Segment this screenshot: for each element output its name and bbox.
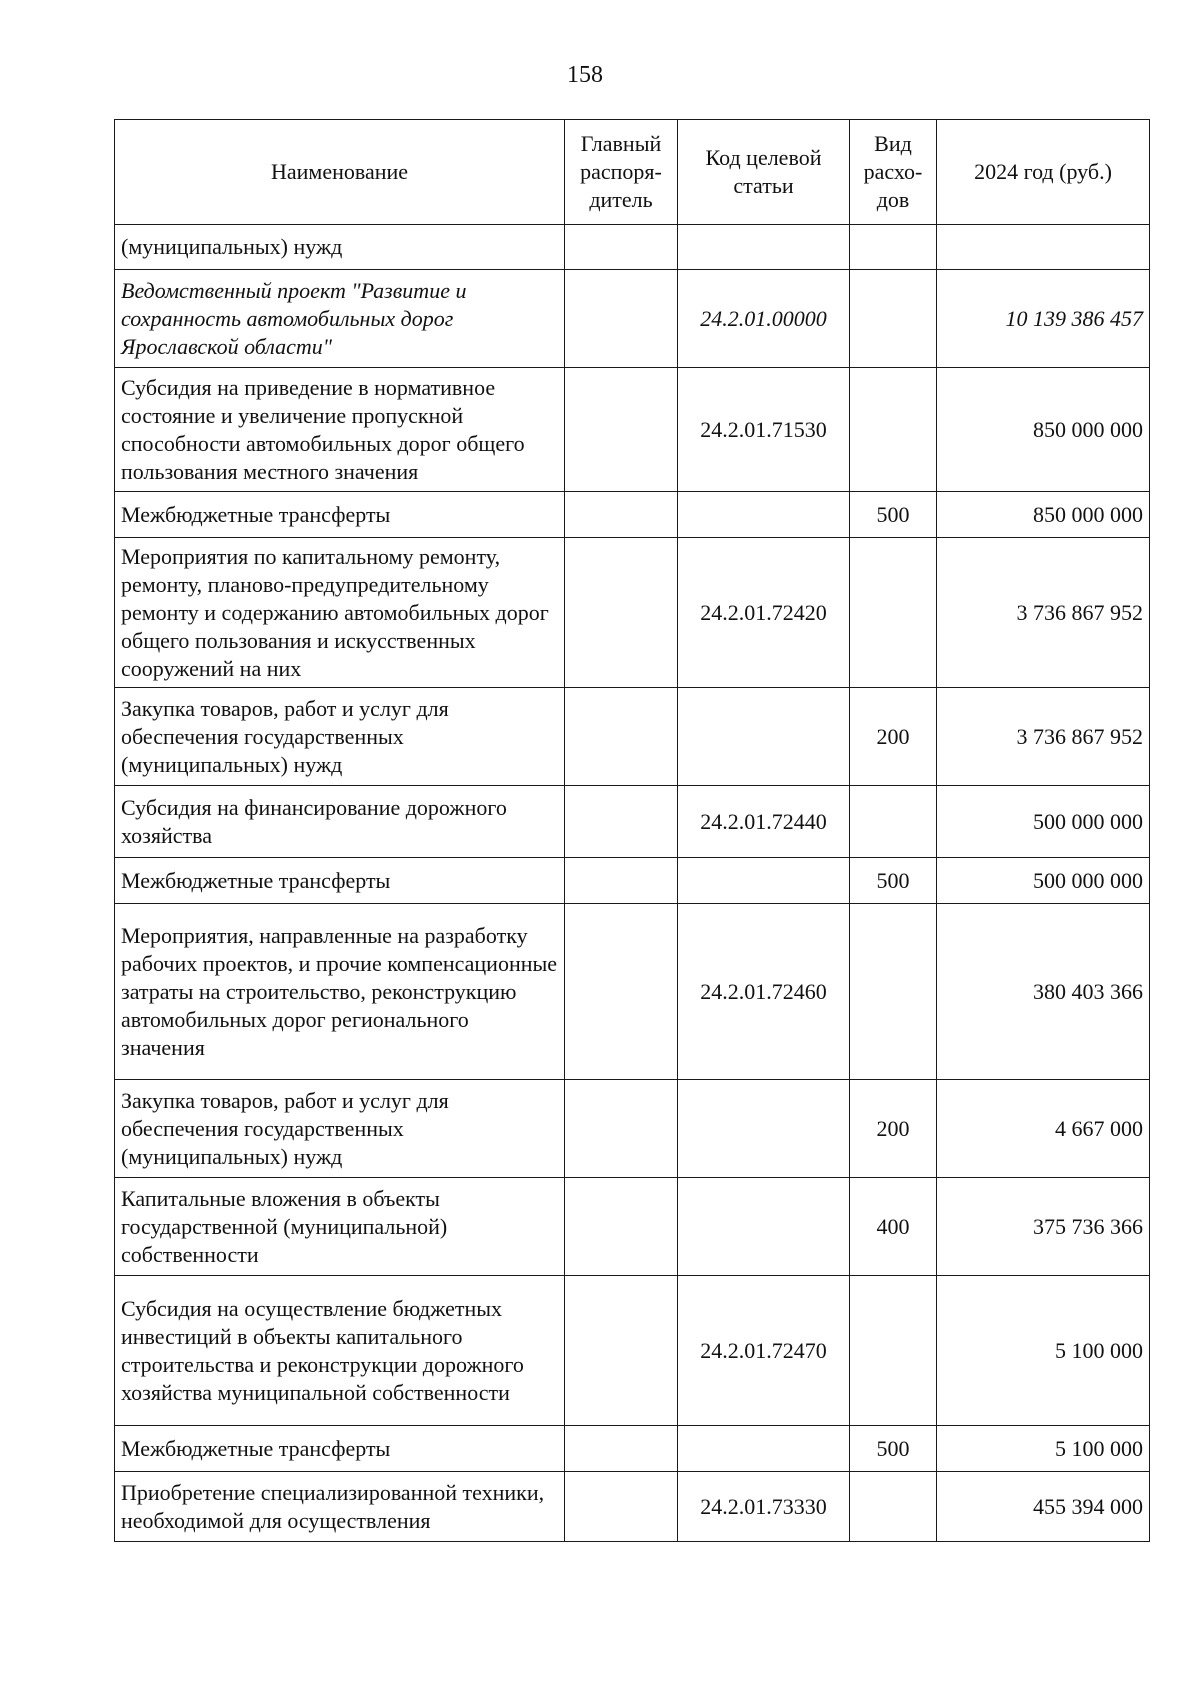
header-name: Наименование [115,120,565,225]
row-kind-cell: 200 [850,688,937,786]
row-amount-cell: 5 100 000 [937,1426,1150,1472]
row-chief-cell [565,538,678,688]
row-chief-cell [565,1080,678,1178]
header-amount: 2024 год (руб.) [937,120,1150,225]
row-amount-cell: 3 736 867 952 [937,538,1150,688]
row-amount-cell: 500 000 000 [937,858,1150,904]
row-chief-cell [565,1426,678,1472]
header-row [115,120,1150,225]
row-kind-cell [850,270,937,368]
row-amount-cell: 850 000 000 [937,492,1150,538]
page-number: 158 [567,62,603,88]
row-code-cell [678,858,850,904]
table-row [115,858,1150,904]
row-kind-cell [850,786,937,858]
row-code-cell: 24.2.01.72460 [678,904,850,1080]
table-body [115,225,1150,1542]
header-code: Код целевой статьи [678,120,850,225]
table-row [115,368,1150,492]
row-chief-cell [565,786,678,858]
row-chief-cell [565,1276,678,1426]
table-row [115,225,1150,270]
row-kind-cell [850,1276,937,1426]
row-chief-cell [565,858,678,904]
row-code-cell [678,688,850,786]
row-name-cell: Межбюджетные трансферты [115,1426,565,1472]
row-chief-cell [565,904,678,1080]
budget-table [114,119,1150,1542]
row-kind-cell [850,1472,937,1542]
row-code-cell [678,225,850,270]
row-name-cell: Субсидия на приведение в нормативное состояние и увеличение пропускной способности автомобильных дорог общего пользования местного значения [115,368,565,492]
row-amount-cell: 4 667 000 [937,1080,1150,1178]
table-row [115,786,1150,858]
row-amount-cell: 455 394 000 [937,1472,1150,1542]
row-amount-cell: 850 000 000 [937,368,1150,492]
header-chief: Главный распоря-дитель [565,120,678,225]
row-code-cell [678,1080,850,1178]
row-kind-cell: 500 [850,492,937,538]
row-amount-cell: 500 000 000 [937,786,1150,858]
table-row [115,492,1150,538]
row-name-cell: Закупка товаров, работ и услуг для обеспечения государственных (муниципальных) нужд [115,688,565,786]
row-code-cell: 24.2.01.72470 [678,1276,850,1426]
row-kind-cell: 500 [850,1426,937,1472]
row-amount-cell [937,225,1150,270]
row-name-cell: Межбюджетные трансферты [115,858,565,904]
row-code-cell: 24.2.01.71530 [678,368,850,492]
row-code-cell: 24.2.01.73330 [678,1472,850,1542]
row-code-cell: 24.2.01.72440 [678,786,850,858]
row-name-cell: Субсидия на осуществление бюджетных инвестиций в объекты капитального строительства и реконструкции дорожного хозяйства муниципальной собственности [115,1276,565,1426]
table-row [115,1178,1150,1276]
row-amount-cell: 5 100 000 [937,1276,1150,1426]
header-kind: Вид расхо-дов [850,120,937,225]
table-row [115,688,1150,786]
row-code-cell [678,1178,850,1276]
row-kind-cell [850,225,937,270]
row-code-cell: 24.2.01.72420 [678,538,850,688]
table-row [115,270,1150,368]
row-chief-cell [565,1472,678,1542]
row-kind-cell: 200 [850,1080,937,1178]
row-name-cell: Субсидия на финансирование дорожного хозяйства [115,786,565,858]
row-amount-cell: 10 139 386 457 [937,270,1150,368]
row-chief-cell [565,1178,678,1276]
row-name-cell: (муниципальных) нужд [115,225,565,270]
row-name-cell: Капитальные вложения в объекты государственной (муниципальной) собственности [115,1178,565,1276]
row-amount-cell: 380 403 366 [937,904,1150,1080]
table-row [115,538,1150,688]
row-code-cell [678,1426,850,1472]
row-chief-cell [565,492,678,538]
table-row [115,904,1150,1080]
row-chief-cell [565,225,678,270]
row-name-cell: Приобретение специализированной техники, необходимой для осуществления [115,1472,565,1542]
row-chief-cell [565,368,678,492]
row-name-cell: Межбюджетные трансферты [115,492,565,538]
table-row [115,1426,1150,1472]
row-kind-cell: 500 [850,858,937,904]
row-name-cell: Мероприятия по капитальному ремонту, ремонту, планово-предупредительному ремонту и содержанию автомобильных дорог общего пользования и искусственных сооружений на них [115,538,565,688]
row-kind-cell [850,904,937,1080]
row-kind-cell: 400 [850,1178,937,1276]
row-chief-cell [565,270,678,368]
table-header [115,120,1150,225]
row-amount-cell: 375 736 366 [937,1178,1150,1276]
row-kind-cell [850,368,937,492]
row-chief-cell [565,688,678,786]
row-code-cell: 24.2.01.00000 [678,270,850,368]
row-name-cell: Закупка товаров, работ и услуг для обеспечения государственных (муниципальных) нужд [115,1080,565,1178]
row-name-cell: Мероприятия, направленные на разработку рабочих проектов, и прочие компенсационные затраты на строительство, реконструкцию автомобильных дорог регионального значения [115,904,565,1080]
table-row [115,1276,1150,1426]
table-row [115,1472,1150,1542]
row-kind-cell [850,538,937,688]
row-name-cell: Ведомственный проект "Развитие и сохранность автомобильных дорог Ярославской области" [115,270,565,368]
row-amount-cell: 3 736 867 952 [937,688,1150,786]
table-row [115,1080,1150,1178]
row-code-cell [678,492,850,538]
